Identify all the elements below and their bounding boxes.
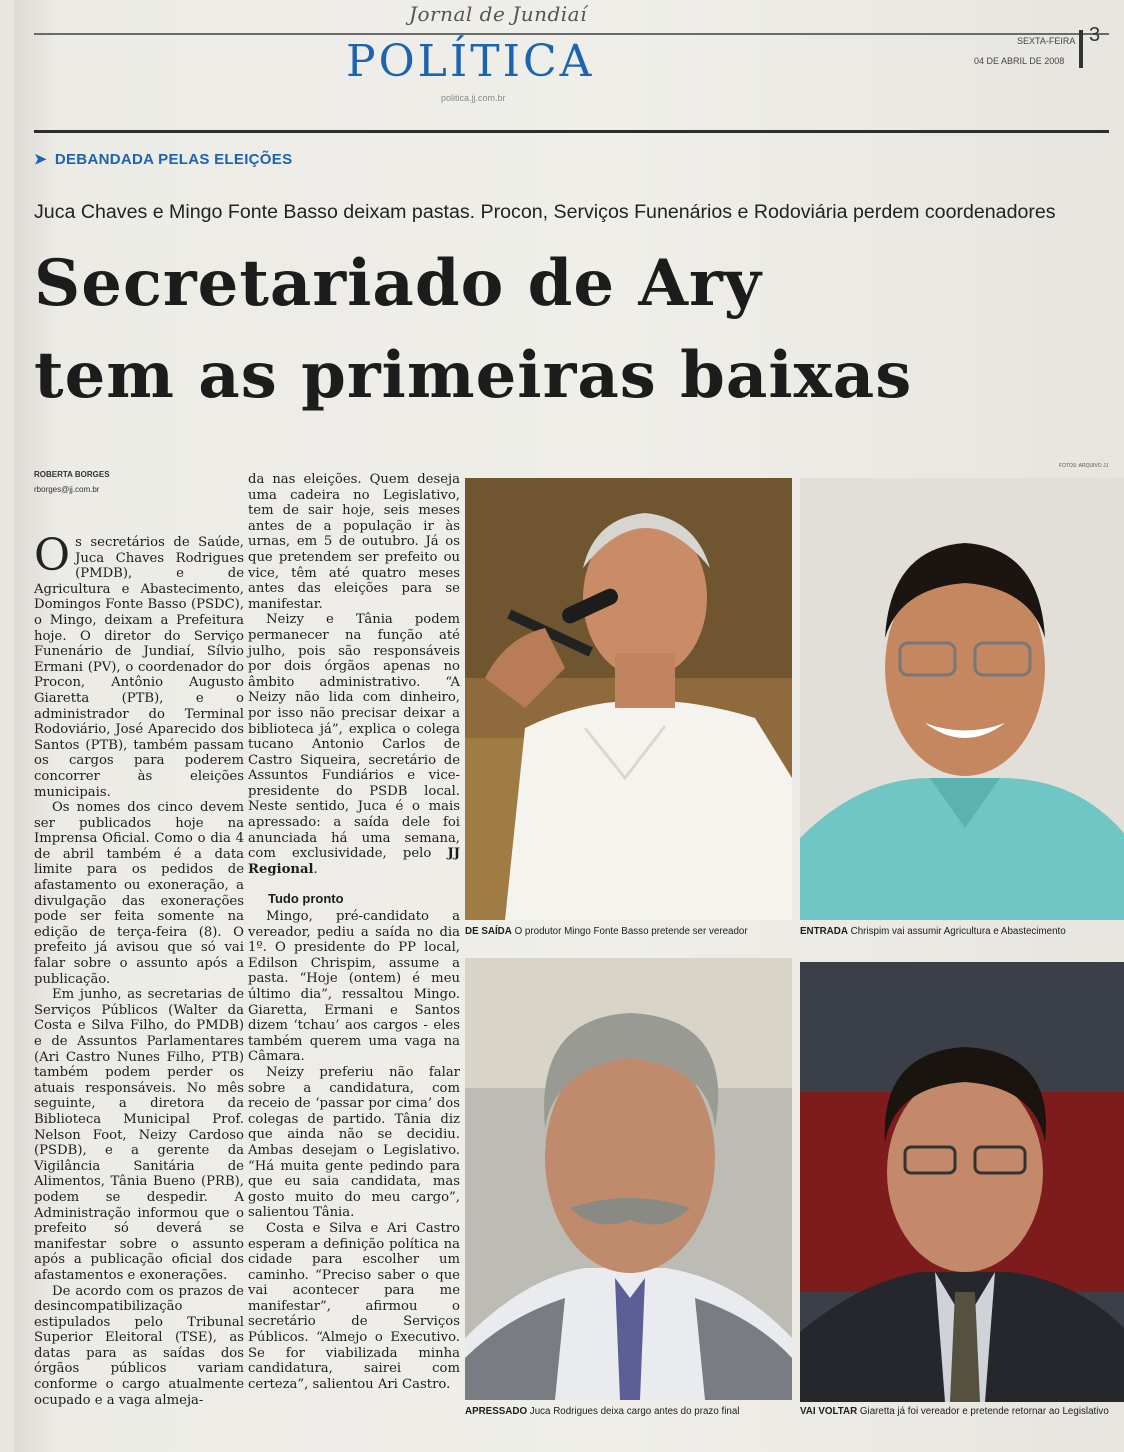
section-url: politica.jj.com.br <box>441 93 506 103</box>
caption-2: ENTRADA Chrispim vai assumir Agricultura e Abastecimento <box>800 926 1066 937</box>
article-paragraph: Em junho, as secretarias de Serviços Públicos (Walter da Costa e Silva Filho, do PMDB) e de Assuntos Parlamentares (Ari Castro Nunes Filho, PTB) também podem perder os atuais responsáveis. No mês seguinte, a diretora da Biblioteca Municipal Prof. Nelson Foot, Neizy Cardoso (PSDB), e a gerente da Vigilância Sanitária de Alimentos, Tânia Bueno (PRB), podem se despedir. A Administração informou que o prefeito só deverá se manifestar sobre o assunto após a publicação oficial dos afastamentos e exonerações. <box>34 987 244 1283</box>
section-title: POLÍTICA <box>346 36 595 87</box>
caption-1: DE SAÍDA O produtor Mingo Fonte Basso pretende ser vereador <box>465 926 748 937</box>
photo-mingo-fonte-basso <box>465 478 792 920</box>
article-paragraph: Neizy e Tânia podem permanecer na função até julho, pois são responsáveis por dois órgãos apenas no âmbito administrativo. “A Neizy não lida com dinheiro, por isso não precisar deixar a biblioteca já”, explica o colega tucano Antonio Carlos de Castro Siqueira, secretário de Assuntos Fundiários e vice-presidente do PSDB local. Neste sentido, Juca é o mais apressado: a saída dele foi anunciada há uma semana, com exclusividade, pelo JJ Regional. <box>248 612 460 877</box>
photo-chrispim <box>800 478 1124 920</box>
page-number-divider <box>1079 30 1083 68</box>
article-paragraph: Costa e Silva e Ari Castro esperam a definição política na cidade para escolher um caminho. “Preciso saber o que vai acontecer para me manifestar”, afirmou o secretário de Serviços Públicos. “Almejo o Executivo. Se for viabilizada minha candidatura, sairei com certeza”, salientou Ari Castro. <box>248 1220 460 1392</box>
page-number: 3 <box>1089 24 1101 46</box>
caption-4: VAI VOLTAR Giaretta já foi vereador e pretende retornar ao Legislativo <box>800 1406 1109 1417</box>
headline-line-1: Secretariado de Ary <box>34 246 762 321</box>
photo-credit: FOTOS: ARQUIVO JJ <box>1059 463 1109 469</box>
headline <box>34 238 1114 422</box>
top-rule <box>34 33 1109 35</box>
article-paragraph: Neizy preferiu não falar sobre a candidatura, com receio de ‘passar por cima’ dos colegas de partido. Tânia diz que ainda não se decidiu. Ambas desejam o Legislativo. “Há muita gente pedindo para que eu saia candidata, mas gosto muito do meu cargo”, salientou Tânia. <box>248 1064 460 1221</box>
date-full: 04 DE ABRIL DE 2008 <box>974 56 1065 66</box>
byline-email[interactable]: rborges@jj.com.br <box>34 485 100 494</box>
subhead: Juca Chaves e Mingo Fonte Basso deixam pastas. Procon, Serviços Funenários e Rodoviária perdem coordenadores <box>34 201 1056 223</box>
article-paragraph: De acordo com os prazos de desincompatibilização estipulados pelo Tribunal Superior Eleitoral (TSE), as datas para as saídas dos órgãos públicos variam conforme o cargo atualmente ocupado e a vaga almeja- <box>34 1283 244 1408</box>
jj-regional-mention: JJ Regional <box>248 846 460 877</box>
subsection-heading: Tudo pronto <box>268 891 344 907</box>
photo-juca-rodrigues <box>465 958 792 1400</box>
newspaper-page <box>14 0 1114 1452</box>
article-column-2 <box>248 472 460 1392</box>
arrow-right-icon: ➤ <box>34 151 47 168</box>
article-paragraph: Os nomes dos cinco devem ser publicados hoje na Imprensa Oficial. Como o dia 4 de abril também é a data limite para os pedidos de afastamento ou exoneração, a divulgação das exonerações pode ser feita somente na edição de terça-feira (8). O prefeito já avisou que só vai falar sobre o assunto após a publicação. <box>34 800 244 987</box>
date-weekday: SEXTA-FEIRA <box>1017 36 1076 46</box>
kicker <box>34 150 292 168</box>
byline-author: ROBERTA BORGES <box>34 470 110 479</box>
article-paragraph: da nas eleições. Quem deseja uma cadeira no Legislativo, tem de sair hoje, seis meses antes de a população ir às urnas, em 5 de outubro. Já os que pretendem ser prefeito ou vice, têm até quatro meses antes das eleições para se manifestar. <box>248 472 460 612</box>
article-paragraph: Mingo, pré-candidato a vereador, pediu a saída no dia 1º. O presidente do PP local, Edilson Chrispim, assume a pasta. “Hoje (ontem) é meu último dia”, ressaltou Mingo. Giaretta, Ermani e Santos dizem ‘tchau’ aos cargos - eles também querem uma vaga na Câmara. <box>248 909 460 1065</box>
header-rule <box>34 130 1109 133</box>
article-paragraph: Os secretários de Saúde, Juca Chaves Rodrigues (PMDB), e de Agricultura e Abastecimento, Domingos Fonte Basso (PSDC), o Mingo, deixam a Prefeitura hoje. O diretor do Serviço Funenário de Jundiaí, Sílvio Ermani (PV), o coordenador do Procon, Antônio Augusto Giaretta (PTB), e o administrador do Terminal Rodoviário, José Aparecido dos Santos (PTB), também passam os cargos para poderem concorrer às eleições municipais. <box>34 530 244 800</box>
article-column-1 <box>34 530 244 1408</box>
masthead: Jornal de Jundiaí <box>409 2 587 26</box>
photo-giaretta <box>800 962 1124 1402</box>
caption-3: APRESSADO Juca Rodrigues deixa cargo antes do prazo final <box>465 1406 740 1417</box>
kicker-label: DEBANDADA PELAS ELEIÇÕES <box>54 151 293 168</box>
drop-cap: O <box>34 530 71 581</box>
headline-line-2: tem as primeiras baixas <box>34 338 913 413</box>
